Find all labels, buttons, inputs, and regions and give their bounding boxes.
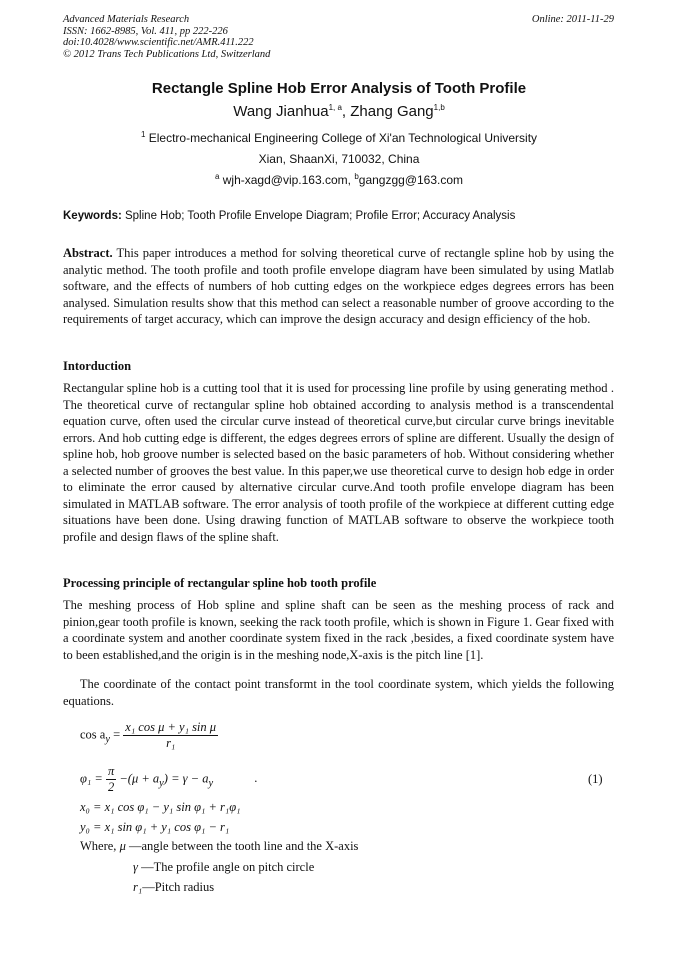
- keywords-text: Spline Hob; Tooth Profile Envelope Diagram; Profile Error; Accuracy Analysis: [121, 210, 516, 222]
- equation-x0: x₀ = x₁ cos φ₁ − y₁ sin φ₁ + r₁φ₁: [80, 800, 241, 814]
- abstract: [63, 245, 614, 328]
- gamma-definition: —The profile angle on pitch circle: [137, 860, 315, 874]
- equation-y0: y₀ = x₁ sin φ₁ + y₁ cos φ₁ − r₁: [80, 820, 230, 834]
- email-marker-a: a: [214, 172, 220, 181]
- email-a: wjh-xagd@vip.163.com,: [222, 173, 355, 187]
- author-1: Wang Jianhua: [233, 103, 329, 120]
- author-2-affiliation: 1,b: [433, 103, 445, 112]
- definition-mu: [80, 839, 358, 854]
- eq2-lhs: φ₁ =: [80, 771, 106, 786]
- author-separator: ,: [341, 103, 351, 120]
- r-symbol: r₁: [133, 880, 143, 894]
- journal-name: Advanced Materials Research: [63, 14, 190, 25]
- keywords-label: Keywords:: [63, 210, 122, 222]
- definition-gamma: [133, 860, 314, 875]
- definition-r: [133, 880, 214, 895]
- abstract-text: This paper introduces a method for solving theoretical curve of rectangle spline hob by using the analytic method. The tooth profile and tooth profile envelope diagram have been simulated by using Matlab software, and the effects of numbers of hob cutting edges on the workpiece edges degrees errors has been analysed. Simulation results show that this method can select a reasonable number of groove according to the requirements of target accuracy, which can improve the design accuracy and design efficiency of the hob.: [63, 246, 614, 326]
- equation-number: (1): [588, 772, 603, 786]
- mu-definition: —angle between the tooth line and the X-axis: [125, 839, 359, 853]
- affiliation-line-1: [0, 131, 678, 145]
- affiliation-marker: 1: [140, 130, 146, 139]
- paper-title: Rectangle Spline Hob Error Analysis of Tooth Profile: [151, 80, 527, 97]
- eq2-period: .: [254, 771, 258, 786]
- eq1-denominator: r₁: [166, 736, 176, 750]
- intro-paragraph: Rectangular spline hob is a cutting tool that it is used for processing line profile by using generating method . The theoretical curve of rectangular spline hob obtained according to analysis method is a transcendental equation curve, often used the circular curve instead of theoretical curve,but circular curve brings inevitable errors. And hob cutting edge is different, the edges degrees errors of spline are different. Usually the design of spline hob, hob groove number is selected based on the basic parameters of hob. Without considering whether a selected number of grooves the best value. In this paper,we use theoretical curve to design hob edge in order to eliminate the error caused by alternative circular curve.And tooth profile envelope diagram has been simulated in MATLAB software. The error analysis of tooth profile of the workpiece at different cutting edge situations have been done. Using drawing function of MATLAB software to observe the workpiece tooth profile and design flaws of the spline shaft.: [63, 381, 614, 544]
- intro-heading: Intorduction: [63, 359, 132, 373]
- email-line: [0, 173, 678, 187]
- author-2: Zhang Gang: [350, 103, 434, 120]
- email-marker-b: b: [354, 172, 359, 181]
- eq2-rest: −(μ + a: [119, 771, 160, 786]
- eq1-lhs: cos a: [80, 727, 106, 742]
- email-b: gangzgg@163.com: [358, 173, 464, 187]
- eq2-numerator: π: [107, 764, 115, 778]
- equation-phi: [80, 764, 257, 795]
- eq1-fraction: [123, 720, 218, 751]
- eq2-sub: y: [159, 777, 164, 789]
- eq2-sub2: y: [208, 777, 214, 789]
- r-definition: —Pitch radius: [142, 880, 215, 894]
- affiliation-line-2: Xian, ShaanXi, 710032, China: [258, 152, 420, 166]
- section-paragraph-1: The meshing process of Hob spline and spline shaft can be seen as the meshing process of rack and pinion,gear tooth profile is known, seeking the rack tooth profile, which is shown in Figure 1. Gear fixed with a coordinate system and another coordinate system fixed in the rack ,besides, a fixed coordinate system have to been established,and the origin is in the meshing node,X-axis is the pitch line [1].: [63, 598, 614, 662]
- online-date: Online: 2011-11-29: [531, 14, 614, 25]
- section-paragraph-2: The coordinate of the contact point transformt in the tool coordinate system, which yields the following equations.: [63, 677, 618, 708]
- eq1-numerator: x₁ cos μ + y₁ sin μ: [125, 720, 217, 734]
- doi: doi:10.4028/www.scientific.net/AMR.411.222: [63, 37, 254, 48]
- section-heading: Processing principle of rectangular spline hob tooth profile: [63, 576, 377, 590]
- eq2-rest2: ) = γ − a: [163, 771, 209, 786]
- eq2-denominator: 2: [107, 780, 115, 794]
- issn: ISSN: 1662-8985, Vol. 411, pp 222-226: [63, 25, 228, 37]
- copyright: © 2012 Trans Tech Publications Ltd, Switzerland: [63, 48, 271, 60]
- eq2-fraction: [106, 764, 116, 795]
- eq1-lhs-sub: y: [105, 733, 110, 745]
- abstract-label: Abstract.: [63, 246, 113, 260]
- author-1-affiliation: 1, a: [328, 103, 342, 112]
- gamma-symbol: γ: [133, 860, 138, 874]
- journal-header: [63, 14, 270, 60]
- where-label: Where,: [80, 839, 120, 853]
- keywords: [63, 208, 614, 225]
- mu-symbol: μ: [119, 839, 126, 853]
- equation-cos-ay: $\cos a_y$ = $\frac{\text{x₁ cos μ + y₁ sin μ}}{\text{r₁}}$: [80, 720, 217, 750]
- author-line: [0, 103, 678, 120]
- affiliation-name: Electro-mechanical Engineering College of Xi'an Technological University: [148, 131, 538, 145]
